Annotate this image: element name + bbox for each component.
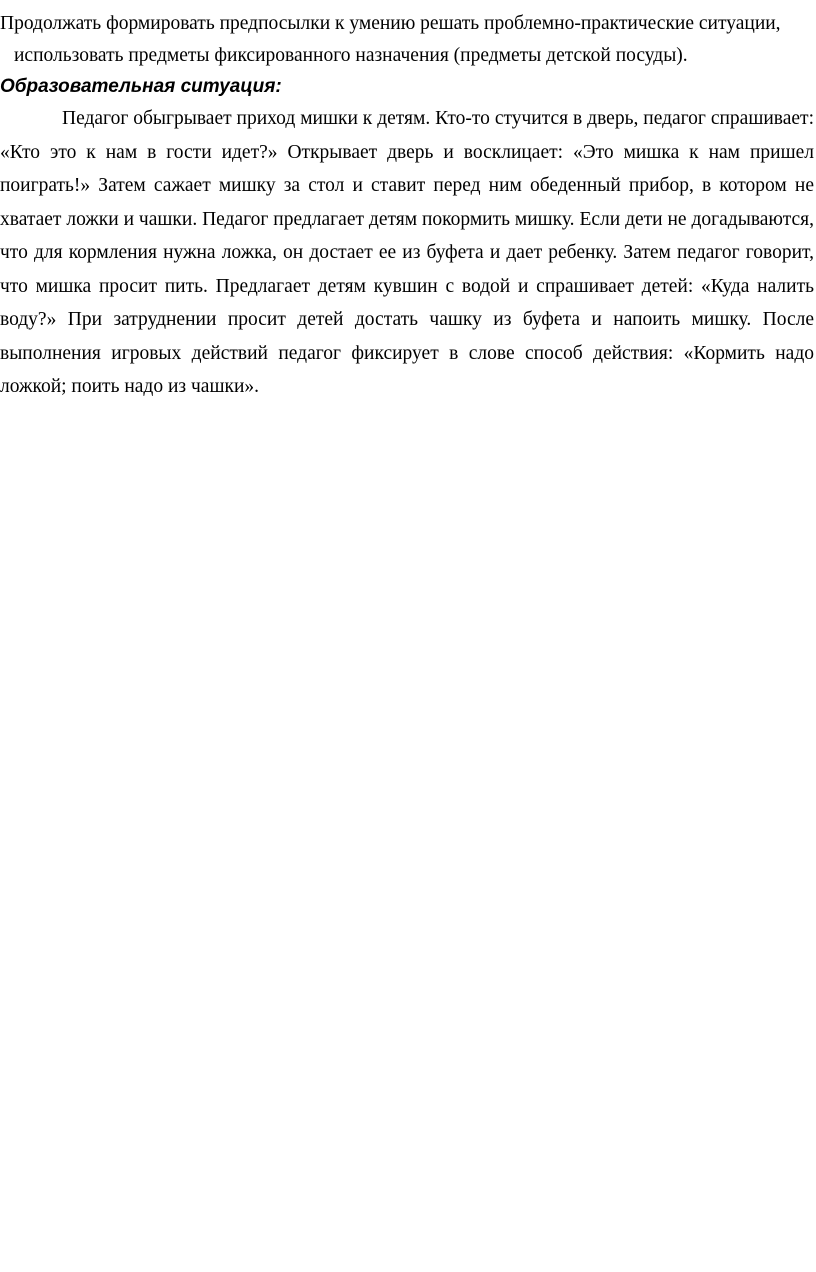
intro-paragraph: Продолжать формировать предпосылки к умению решать проблемно-практические ситуации, использовать предметы фиксированного назначения (предметы детской посуды). (0, 13, 781, 66)
body-paragraph: Педагог обыгрывает приход мишки к детям. Кто-то стучится в дверь, педагог спрашивает: «Кто это к нам в гости идет?» Открывает дверь и восклицает: «Это мишка к нам пришел поиграть!» Затем сажает мишку за стол и ставит перед ним обеденный прибор, в котором не хватает ложки и чашки. Педагог предлагает детям покормить мишку. Если дети не догадываются, что для кормления нужна ложка, он достает ее из буфета и дает ребенку. Затем педагог говорит, что мишка просит пить. Предлагает детям кувшин с водой и спрашивает детей: «Куда налить воду?» При затруднении просит детей достать чашку из буфета и напоить мишку. После выполнения игровых действий педагог фиксирует в слове способ действия: «Кормить надо ложкой; поить надо из чашки». (0, 108, 814, 397)
section-heading: Образовательная ситуация: (0, 76, 282, 97)
